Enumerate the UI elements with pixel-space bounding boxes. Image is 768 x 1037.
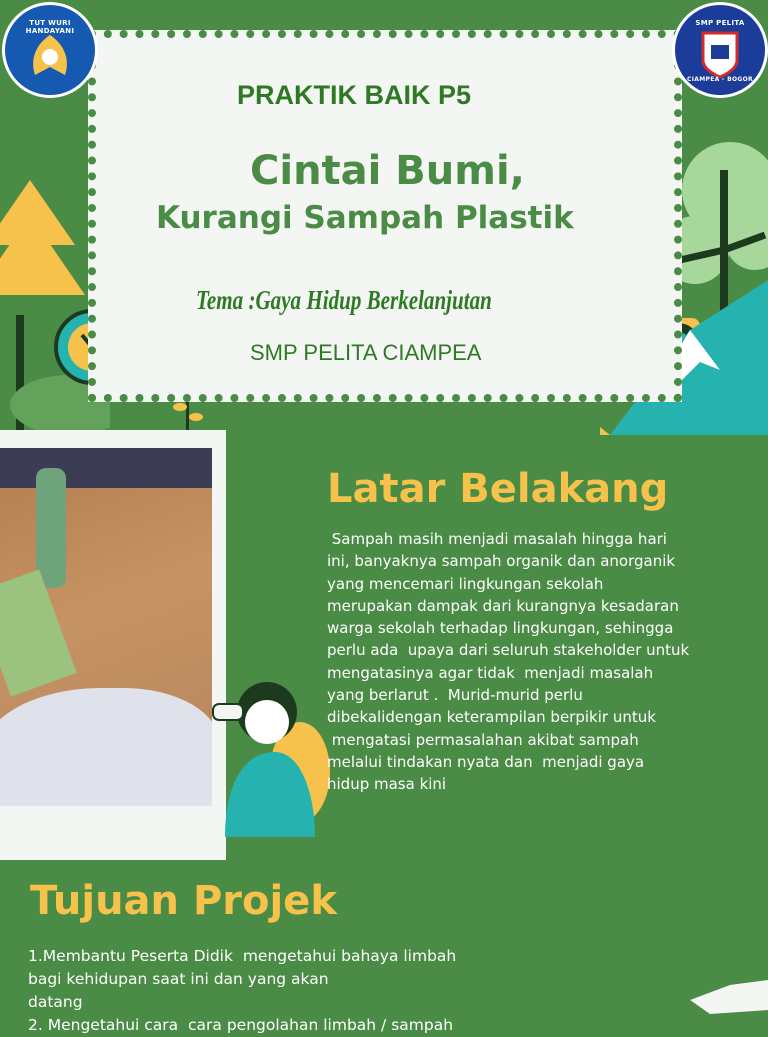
goals-heading: Tujuan Projek (30, 878, 337, 924)
activity-photo (0, 448, 212, 806)
logo-left-text: TUT WURI HANDAYANI (25, 19, 75, 35)
paragraph-line: merupakan dampak dari kurangnya kesadaran (327, 596, 679, 615)
paragraph-line: mengatasinya agar tidak menjadi masalah (327, 663, 654, 682)
logo-right-bottom-text: CIAMPEA - BOGOR (687, 76, 753, 83)
goal-line: 2. Mengetahui cara cara pengolahan limbah / sampah (28, 1016, 454, 1034)
paragraph-line: yang mencemari lingkungan sekolah (327, 574, 604, 593)
goal-line: bagi kehidupan saat ini dan yang akan (28, 970, 329, 988)
paragraph-line: melalui tindakan nyata dan menjadi gaya (327, 752, 645, 771)
goals-list (28, 945, 548, 1037)
page-subtitle: Kurangi Sampah Plastik (156, 200, 574, 236)
background-heading: Latar Belakang (327, 466, 669, 512)
school-name: SMP PELITA CIAMPEA (250, 340, 482, 365)
background-paragraph (327, 528, 727, 796)
paragraph-line: warga sekolah terhadap lingkungan, sehingga (327, 619, 674, 638)
paragraph-line: ini, banyaknya sampah organik dan anorganik (327, 552, 676, 571)
paragraph-line: perlu ada upaya dari seluruh stakeholder untuk (327, 641, 690, 660)
wings-emblem-icon (5, 5, 95, 95)
section-label: PRAKTIK BAIK P5 (237, 80, 472, 110)
logo-right-top-text: SMP PELITA (695, 19, 745, 27)
paper-scrap-icon (690, 980, 768, 1024)
paragraph-line: mengatasi permasalahan akibat sampah (327, 730, 639, 749)
student-binoculars-illustration (205, 672, 330, 837)
page-title: Cintai Bumi, (250, 148, 525, 194)
paragraph-line: dibekalidengan keterampilan berpikir untuk (327, 708, 656, 727)
theme-text: Tema :Gaya Hidup Berkelanjutan (196, 285, 492, 315)
smp-pelita-logo (672, 2, 768, 98)
tut-wuri-handayani-logo (2, 2, 98, 98)
paragraph-line: yang berlarut . Murid-murid perlu (327, 686, 583, 705)
goal-line: 1.Membantu Peserta Didik mengetahui bahaya limbah (28, 947, 457, 965)
paragraph-line: hidup masa kini (327, 775, 447, 794)
goal-line: datang (28, 993, 83, 1011)
paragraph-line: Sampah masih menjadi masalah hingga hari (327, 530, 667, 548)
